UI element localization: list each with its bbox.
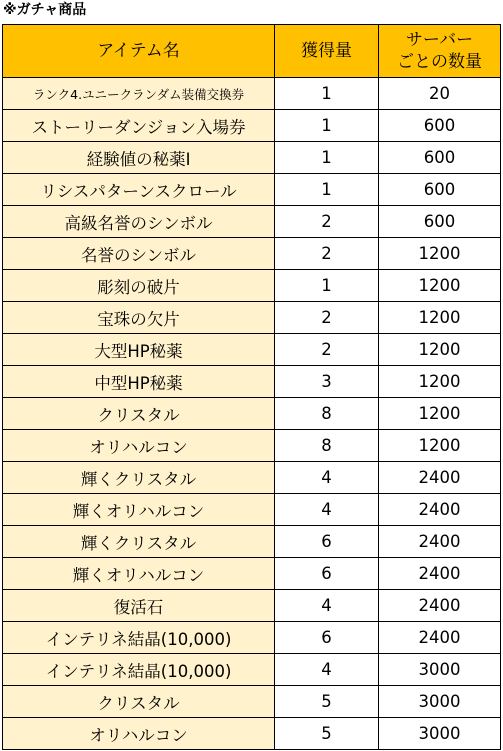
quantity-cell: 2: [275, 206, 379, 238]
item-name-cell: 輝くクリスタル: [3, 462, 275, 494]
table-row: [3, 238, 501, 270]
quantity-cell: 6: [275, 622, 379, 654]
item-name-cell: 大型HP秘薬: [3, 334, 275, 366]
item-name-cell: 中型HP秘薬: [3, 366, 275, 398]
item-name-cell: リシスパターンスクロール: [3, 174, 275, 206]
server-limit-cell: 1200: [379, 366, 501, 398]
item-name-cell: オリハルコン: [3, 430, 275, 462]
quantity-cell: 2: [275, 302, 379, 334]
server-limit-cell: 1200: [379, 302, 501, 334]
quantity-cell: 6: [275, 558, 379, 590]
table-row: [3, 334, 501, 366]
item-name-cell: 高級名誉のシンボル: [3, 206, 275, 238]
header-server-limit: [379, 25, 501, 78]
item-name-cell: 輝くクリスタル: [3, 526, 275, 558]
item-name-cell: 経験値の秘薬Ⅰ: [3, 142, 275, 174]
quantity-cell: 2: [275, 334, 379, 366]
header-server-limit-line1: サーバー: [405, 30, 474, 50]
item-name-cell: ストーリーダンジョン入場券: [3, 110, 275, 142]
item-name-cell: 輝くオリハルコン: [3, 494, 275, 526]
header-item-name: アイテム名: [3, 25, 275, 78]
server-limit-cell: 3000: [379, 654, 501, 686]
item-name-cell: ランク4.ユニークランダム装備交換券: [3, 78, 275, 110]
item-name-cell: 復活石: [3, 590, 275, 622]
header-server-limit-line2: ごとの数量: [397, 52, 482, 72]
table-row: [3, 270, 501, 302]
quantity-cell: 4: [275, 494, 379, 526]
table-row: [3, 622, 501, 654]
table-row: [3, 558, 501, 590]
gacha-items-table: [2, 24, 501, 750]
table-row: [3, 494, 501, 526]
item-name-cell: 輝くオリハルコン: [3, 558, 275, 590]
table-row: [3, 302, 501, 334]
quantity-cell: 5: [275, 686, 379, 718]
server-limit-cell: 2400: [379, 622, 501, 654]
item-name-cell: オリハルコン: [3, 718, 275, 750]
server-limit-cell: 1200: [379, 398, 501, 430]
server-limit-cell: 1200: [379, 430, 501, 462]
server-limit-cell: 2400: [379, 494, 501, 526]
quantity-cell: 8: [275, 398, 379, 430]
table-row: [3, 430, 501, 462]
server-limit-cell: 3000: [379, 686, 501, 718]
table-row: [3, 462, 501, 494]
header-row: [3, 25, 501, 78]
quantity-cell: 1: [275, 270, 379, 302]
server-limit-cell: 2400: [379, 590, 501, 622]
server-limit-cell: 600: [379, 206, 501, 238]
quantity-cell: 1: [275, 174, 379, 206]
server-limit-cell: 2400: [379, 526, 501, 558]
table-row: [3, 110, 501, 142]
item-name-cell: 宝珠の欠片: [3, 302, 275, 334]
table-row: [3, 142, 501, 174]
table-row: [3, 398, 501, 430]
server-limit-cell: 20: [379, 78, 501, 110]
server-limit-cell: 1200: [379, 334, 501, 366]
quantity-cell: 8: [275, 430, 379, 462]
quantity-cell: 4: [275, 654, 379, 686]
item-name-cell: クリスタル: [3, 686, 275, 718]
table-row: [3, 206, 501, 238]
item-name-cell: 彫刻の破片: [3, 270, 275, 302]
quantity-cell: 1: [275, 142, 379, 174]
quantity-cell: 5: [275, 718, 379, 750]
table-body: [3, 78, 501, 750]
quantity-cell: 4: [275, 590, 379, 622]
table-row: [3, 654, 501, 686]
table-row: [3, 526, 501, 558]
table-row: [3, 590, 501, 622]
item-name-cell: クリスタル: [3, 398, 275, 430]
header-quantity: 獲得量: [275, 25, 379, 78]
table-row: [3, 366, 501, 398]
server-limit-cell: 600: [379, 142, 501, 174]
quantity-cell: 2: [275, 238, 379, 270]
table-row: [3, 686, 501, 718]
server-limit-cell: 1200: [379, 238, 501, 270]
server-limit-cell: 2400: [379, 558, 501, 590]
quantity-cell: 1: [275, 78, 379, 110]
item-name-cell: インテリネ結晶(10,000): [3, 622, 275, 654]
server-limit-cell: 1200: [379, 270, 501, 302]
table-row: [3, 718, 501, 750]
quantity-cell: 1: [275, 110, 379, 142]
server-limit-cell: 600: [379, 174, 501, 206]
quantity-cell: 6: [275, 526, 379, 558]
quantity-cell: 4: [275, 462, 379, 494]
item-name-cell: インテリネ結晶(10,000): [3, 654, 275, 686]
server-limit-cell: 600: [379, 110, 501, 142]
table-header: [3, 25, 501, 78]
quantity-cell: 3: [275, 366, 379, 398]
item-name-cell: 名誉のシンボル: [3, 238, 275, 270]
table-row: [3, 174, 501, 206]
server-limit-cell: 2400: [379, 462, 501, 494]
server-limit-cell: 3000: [379, 718, 501, 750]
page-title: ※ガチャ商品: [3, 2, 87, 18]
table-row: [3, 78, 501, 110]
